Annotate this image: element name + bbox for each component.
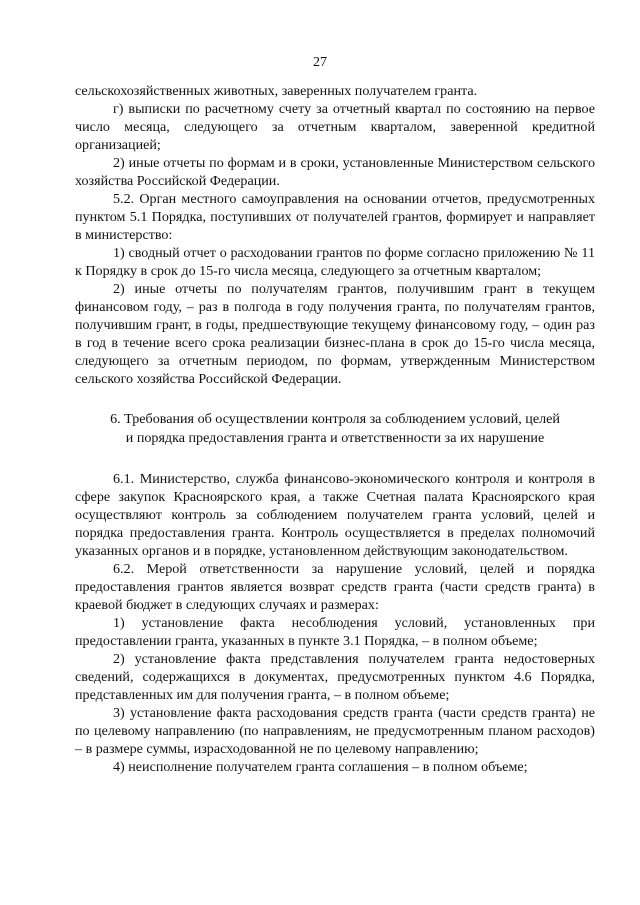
paragraph-5-2-item-1: 1) сводный отчет о расходовании грантов по форме согласно приложению № 11 к Порядку в срок до 15-го числа месяца, следующего за отчетным кварталом;	[75, 245, 595, 279]
page-number: 27	[313, 55, 327, 70]
paragraph-item-2-reports: 2) иные отчеты по формам и в сроки, установленные Министерством сельского хозяйства Российской Федерации.	[75, 155, 595, 189]
section-6-heading-line-2: и порядка предоставления гранта и ответственности за их нарушение	[125, 430, 545, 446]
section-6-heading-line-1: 6. Требования об осуществлении контроля за соблюдением условий, целей	[110, 411, 560, 427]
paragraph-6-2-item-2: 2) установление факта представления получателем гранта недостоверных сведений, содержащихся в документах, предусмотренных пунктом 4.6 Порядка, представленных им для получения гранта, – в полном объеме;	[75, 651, 595, 703]
paragraph-5-2-item-2: 2) иные отчеты по получателям грантов, получившим грант в текущем финансовом году, – раз в полгода в году получения гранта, по получателям грантов, получившим грант, в годы, предшествующие текущему финансовому году, – один раз в год в течение всего срока реализации бизнес-плана в срок до 15-го числа месяца, следующего за отчетным периодом, по формам, утвержденным Министерством сельского хозяйства Российской Федерации.	[75, 281, 595, 387]
paragraph-6-2: 6.2. Мерой ответственности за нарушение условий, целей и порядка предоставления грантов является возврат средств гранта (части средств гранта) в краевой бюджет в следующих случаях и размерах:	[75, 561, 595, 613]
paragraph-item-g: г) выписки по расчетному счету за отчетный квартал по состоянию на первое число месяца, следующего за отчетным кварталом, заверенной кредитной организацией;	[75, 101, 595, 153]
section-6-heading	[75, 410, 595, 448]
paragraph-6-1: 6.1. Министерство, служба финансово-экономического контроля и контроля в сфере закупок Красноярского края, а также Счетная палата Красноярского края осуществляют контроль за соблюдением получателем гранта условий, целей и порядка предоставления гранта. Контроль осуществляется в пределах полномочий указанных органов и в порядке, установленном действующим законодательством.	[75, 471, 595, 559]
paragraph-6-2-item-4: 4) неисполнение получателем гранта соглашения – в полном объеме;	[113, 759, 528, 775]
paragraph-continuation: сельскохозяйственных животных, заверенных получателем гранта.	[75, 83, 478, 99]
paragraph-6-2-item-3: 3) установление факта расходования средств гранта (части средств гранта) не по целевому направлению (по направлениям, не предусмотренным планом расходов) – в размере суммы, израсходованной не по целевому направлению;	[75, 705, 595, 757]
paragraph-6-2-item-1: 1) установление факта несоблюдения условий, установленных при предоставлении гранта, указанных в пункте 3.1 Порядка, – в полном объеме;	[75, 615, 595, 649]
paragraph-5-2: 5.2. Орган местного самоуправления на основании отчетов, предусмотренных пунктом 5.1 Порядка, поступивших от получателей грантов, формирует и направляет в министерство:	[75, 191, 595, 243]
document-body	[75, 82, 595, 776]
